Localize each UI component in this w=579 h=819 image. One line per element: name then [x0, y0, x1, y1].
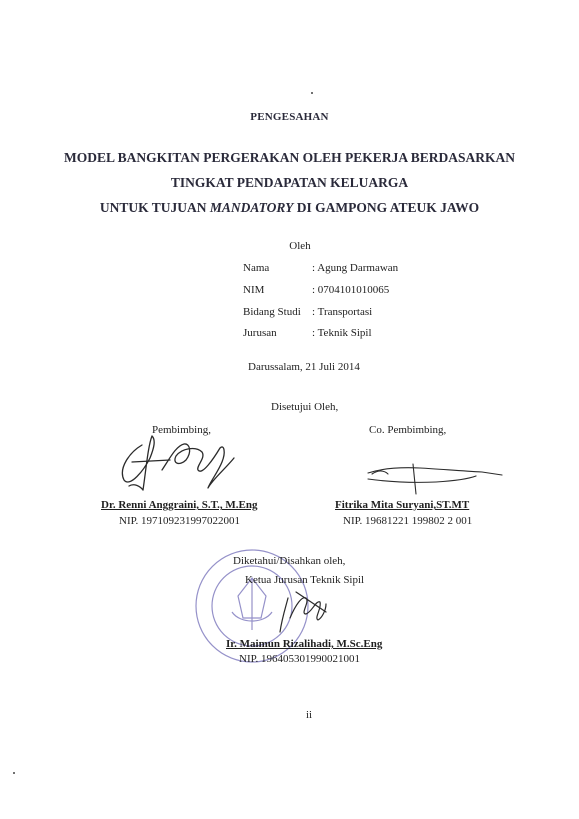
author-info-value: : 0704101010065 [312, 284, 390, 296]
by-label: Oleh [289, 240, 311, 252]
title-line3-italic: MANDATORY [209, 200, 294, 215]
thesis-title-line-2: TINGKAT PENDAPATAN KELUARGA [170, 175, 409, 190]
supervisor-nip: NIP. 197109231997022001 [119, 515, 241, 527]
document-heading: PENGESAHAN [250, 111, 329, 123]
supervisor-name: Dr. Renni Anggraini, S.T., M.Eng [101, 499, 258, 511]
department-head-name: Ir. Maimun Rizalihadi, M.Sc.Eng [226, 638, 383, 650]
co-supervisor-name: Fitrika Mita Suryani,ST.MT [335, 499, 470, 511]
co-supervisor-nip: NIP. 19681221 199802 2 001 [343, 515, 473, 527]
department-head-role: Ketua Jurusan Teknik Sipil [245, 574, 365, 586]
co-supervisor-role: Co. Pembimbing, [369, 424, 447, 436]
supervisor-role: Pembimbing, [152, 424, 211, 436]
thesis-title-line-1: MODEL BANGKITAN PERGERAKAN OLEH PEKERJA BERDASARKAN [64, 150, 515, 165]
title-line3-prefix: UNTUK TUJUAN [99, 200, 210, 215]
author-info-label: NIM [243, 284, 265, 296]
author-info-label: Nama [243, 262, 270, 274]
author-info-value: : Teknik Sipil [312, 327, 372, 339]
place-date: Darussalam, 21 Juli 2014 [248, 361, 360, 373]
supervisor-signature [122, 436, 234, 490]
title-line3-suffix: DI GAMPONG ATEUK JAWO [293, 200, 480, 215]
co-supervisor-signature [368, 464, 502, 494]
author-info-value: : Agung Darmawan [312, 262, 399, 274]
approved-by-label: Disetujui Oleh, [271, 401, 339, 413]
page-number: ii [305, 709, 313, 721]
author-info-label: Bidang Studi [243, 306, 301, 318]
department-head-nip: NIP. 196405301990021001 [239, 653, 361, 665]
author-info-value: : Transportasi [312, 306, 373, 318]
author-info-label: Jurusan [243, 327, 277, 339]
acknowledged-by-label: Diketahui/Disahkan oleh, [233, 555, 346, 567]
